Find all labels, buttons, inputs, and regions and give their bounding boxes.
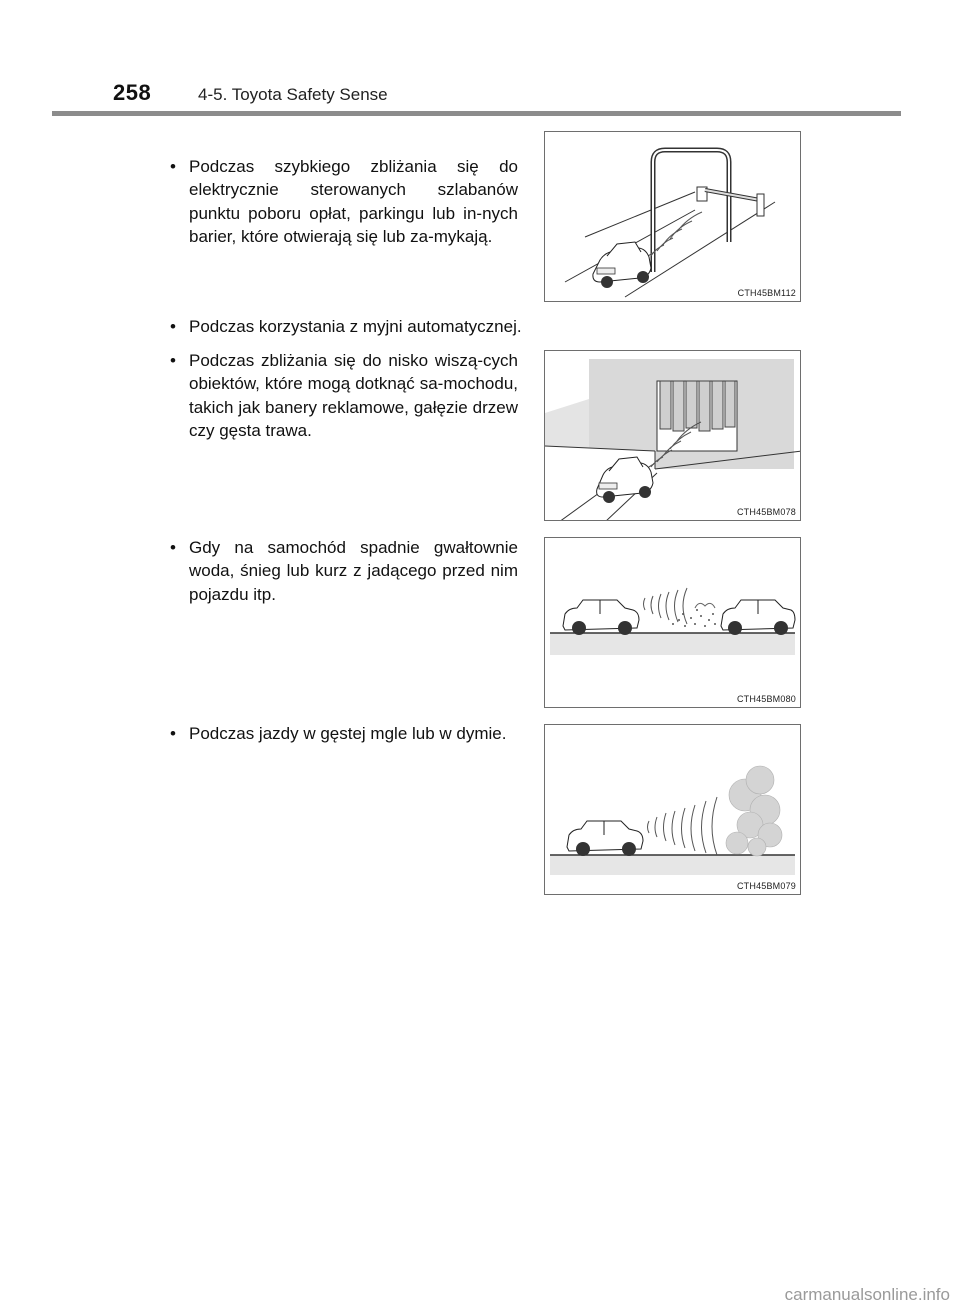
bullet-item [170, 155, 518, 248]
header-rule [52, 111, 901, 116]
bullet-text: Podczas korzystania z myjni automatycznej. [189, 317, 522, 336]
figure-toll-barrier [544, 131, 801, 302]
spray-illustration [545, 538, 801, 708]
bullet-mark: • [170, 157, 176, 176]
figure-code: CTH45BM080 [736, 694, 796, 704]
section-title: 4-5. Toyota Safety Sense [198, 85, 388, 104]
figure-code: CTH45BM078 [736, 507, 796, 517]
bullet-text: Podczas zbliżania się do nisko wiszą-cych obiektów, które mogą dotknąć sa-mochodu, takich jak banery reklamowe, gałęzie drzew czy gęsta trawa. [189, 351, 518, 440]
bullet-mark: • [170, 538, 176, 557]
bullet-text: Podczas szybkiego zbliżania się do elektrycznie sterowanych szlabanów punktu poboru opłat, parkingu lub in-nych barier, które otwierają się lub za-mykają. [189, 157, 518, 246]
bullet-item [170, 315, 580, 338]
bullet-item [170, 722, 530, 745]
figure-code: CTH45BM079 [736, 881, 796, 891]
toll-barrier-illustration [545, 132, 801, 302]
bullet-text: Gdy na samochód spadnie gwałtownie woda, śnieg lub kurz z jadącego przed nim pojazdu itp. [189, 538, 518, 604]
bullet-mark: • [170, 724, 176, 743]
low-hanging-illustration [545, 351, 801, 521]
bullet-mark: • [170, 351, 176, 370]
bullet-text: Podczas jazdy w gęstej mgle lub w dymie. [189, 724, 507, 743]
page-number: 258 [113, 80, 152, 105]
footer-watermark[interactable]: carmanualsonline.info [784, 1285, 950, 1304]
bullet-item [170, 349, 518, 442]
bullet-item [170, 536, 518, 606]
fog-illustration [545, 725, 801, 895]
figure-fog-smoke [544, 724, 801, 895]
figure-low-hanging-objects [544, 350, 801, 521]
figure-spray [544, 537, 801, 708]
bullet-mark: • [170, 317, 176, 336]
figure-code: CTH45BM112 [737, 288, 796, 298]
